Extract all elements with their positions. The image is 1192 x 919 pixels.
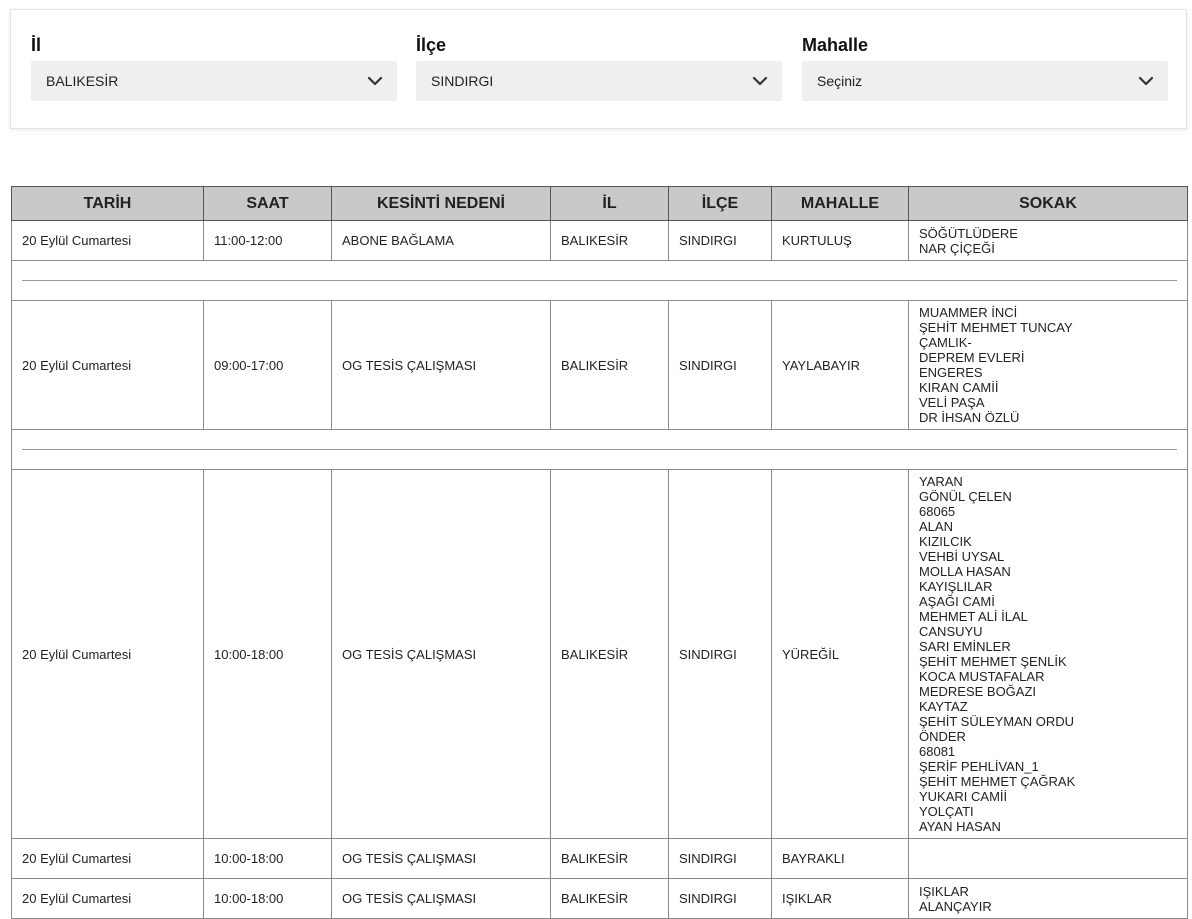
street-name: ŞEHİT SÜLEYMAN ORDU — [919, 714, 1075, 729]
ilce-filter — [416, 34, 782, 101]
header-mahalle: MAHALLE — [772, 187, 909, 221]
divider — [22, 280, 1177, 281]
chevron-down-icon — [752, 73, 768, 89]
street-name: GÖNÜL ÇELEN — [919, 489, 1012, 504]
cell-kesinti-nedeni: OG TESİS ÇALIŞMASI — [332, 301, 551, 430]
cell-il: BALIKESİR — [551, 879, 669, 919]
table-body — [12, 221, 1188, 919]
cell-ilce: SINDIRGI — [669, 839, 772, 879]
cell-il: BALIKESİR — [551, 221, 669, 261]
header-kesinti-nedeni: KESİNTİ NEDENİ — [332, 187, 551, 221]
separator-cell — [12, 430, 1188, 470]
street-name: SARI EMİNLER — [919, 639, 1011, 654]
street-name: IŞIKLAR — [919, 883, 969, 899]
street-name: ENGERES — [919, 365, 983, 380]
cell-mahalle: YÜREĞİL — [772, 470, 909, 839]
cell-mahalle: BAYRAKLI — [772, 839, 909, 879]
cell-saat: 10:00-18:00 — [204, 470, 332, 839]
header-tarih: TARİH — [12, 187, 204, 221]
cell-tarih: 20 Eylül Cumartesi — [12, 470, 204, 839]
il-select[interactable] — [31, 61, 397, 101]
street-name: KOCA MUSTAFALAR — [919, 669, 1045, 684]
street-name: KIRAN CAMİİ — [919, 380, 999, 395]
mahalle-select-value: Seçiniz — [817, 73, 863, 89]
cell-ilce: SINDIRGI — [669, 301, 772, 430]
street-name: ALANÇAYIR — [919, 898, 992, 914]
cell-sokak — [909, 839, 1188, 879]
table-row — [12, 301, 1188, 430]
cell-kesinti-nedeni: OG TESİS ÇALIŞMASI — [332, 879, 551, 919]
cell-kesinti-nedeni: OG TESİS ÇALIŞMASI — [332, 839, 551, 879]
ilce-select[interactable] — [416, 61, 782, 101]
cell-saat: 11:00-12:00 — [204, 221, 332, 261]
header-sokak: SOKAK — [909, 187, 1188, 221]
header-ilce: İLÇE — [669, 187, 772, 221]
cell-tarih: 20 Eylül Cumartesi — [12, 839, 204, 879]
cell-mahalle: KURTULUŞ — [772, 221, 909, 261]
separator-row — [12, 430, 1188, 470]
street-name: KIZILCIK — [919, 534, 972, 549]
cell-mahalle: IŞIKLAR — [772, 879, 909, 919]
cell-kesinti-nedeni: ABONE BAĞLAMA — [332, 221, 551, 261]
filter-panel — [10, 9, 1187, 129]
street-name: DEPREM EVLERİ — [919, 350, 1025, 365]
table-row — [12, 839, 1188, 879]
cell-il: BALIKESİR — [551, 470, 669, 839]
table-row — [12, 879, 1188, 919]
street-name: ÇAMLIK- — [919, 335, 972, 350]
separator-row — [12, 261, 1188, 301]
street-name: ŞEHİT MEHMET TUNCAY — [919, 320, 1073, 335]
header-saat: SAAT — [204, 187, 332, 221]
cell-ilce: SINDIRGI — [669, 221, 772, 261]
separator-cell — [12, 261, 1188, 301]
mahalle-label: Mahalle — [802, 35, 869, 55]
cell-sokak — [909, 301, 1188, 430]
street-name: ÖNDER — [919, 729, 966, 744]
cell-kesinti-nedeni: OG TESİS ÇALIŞMASI — [332, 470, 551, 839]
il-select-value: BALIKESİR — [46, 73, 119, 89]
cell-tarih: 20 Eylül Cumartesi — [12, 879, 204, 919]
cell-sokak — [909, 221, 1188, 261]
divider — [22, 449, 1177, 450]
cell-sokak — [909, 879, 1188, 919]
street-name: ŞERİF PEHLİVAN_1 — [919, 759, 1039, 774]
street-name: SÖĞÜTLÜDERE — [919, 225, 1018, 241]
street-name: AYAN HASAN — [919, 819, 1001, 834]
street-name: VEHBİ UYSAL — [919, 549, 1005, 564]
street-name: CANSUYU — [919, 624, 983, 639]
cell-saat: 10:00-18:00 — [204, 839, 332, 879]
outage-table-container — [11, 186, 1187, 919]
il-filter — [31, 34, 397, 101]
chevron-down-icon — [367, 73, 383, 89]
mahalle-filter — [802, 34, 1168, 101]
street-name: 68065 — [919, 504, 956, 519]
cell-ilce: SINDIRGI — [669, 470, 772, 839]
table-row — [12, 221, 1188, 261]
cell-mahalle: YAYLABAYIR — [772, 301, 909, 430]
chevron-down-icon — [1138, 73, 1154, 89]
cell-il: BALIKESİR — [551, 839, 669, 879]
cell-tarih: 20 Eylül Cumartesi — [12, 301, 204, 430]
street-name: 68081 — [919, 744, 956, 759]
cell-saat: 10:00-18:00 — [204, 879, 332, 919]
header-il: İL — [551, 187, 669, 221]
street-name: YOLÇATI — [919, 804, 974, 819]
street-name: AŞAĞI CAMİ — [919, 594, 995, 609]
street-name: ŞEHİT MEHMET ŞENLİK — [919, 654, 1067, 669]
outage-table — [11, 186, 1188, 919]
street-name: NAR ÇİÇEĞİ — [919, 240, 995, 256]
il-label: İl — [31, 35, 42, 55]
cell-saat: 09:00-17:00 — [204, 301, 332, 430]
street-name: DR İHSAN ÖZLÜ — [919, 410, 1020, 425]
street-name: YARAN — [919, 474, 963, 489]
cell-ilce: SINDIRGI — [669, 879, 772, 919]
cell-sokak — [909, 470, 1188, 839]
street-name: ŞEHİT MEHMET ÇAĞRAK — [919, 774, 1076, 789]
street-name: MEHMET ALİ İLAL — [919, 609, 1028, 624]
street-name: YUKARI CAMİİ — [919, 789, 1008, 804]
ilce-select-value: SINDIRGI — [431, 73, 494, 89]
street-name: MOLLA HASAN — [919, 564, 1011, 579]
street-name: ALAN — [919, 519, 953, 534]
table-row — [12, 470, 1188, 839]
table-header-row — [12, 187, 1188, 221]
street-name: KAYIŞLILAR — [919, 579, 993, 594]
cell-il: BALIKESİR — [551, 301, 669, 430]
street-name: KAYTAZ — [919, 699, 968, 714]
ilce-label: İlçe — [416, 35, 447, 55]
street-name: MUAMMER İNCİ — [919, 305, 1018, 320]
mahalle-select[interactable] — [802, 61, 1168, 101]
street-name: MEDRESE BOĞAZI — [919, 684, 1037, 699]
street-name: VELİ PAŞA — [919, 395, 985, 410]
cell-tarih: 20 Eylül Cumartesi — [12, 221, 204, 261]
